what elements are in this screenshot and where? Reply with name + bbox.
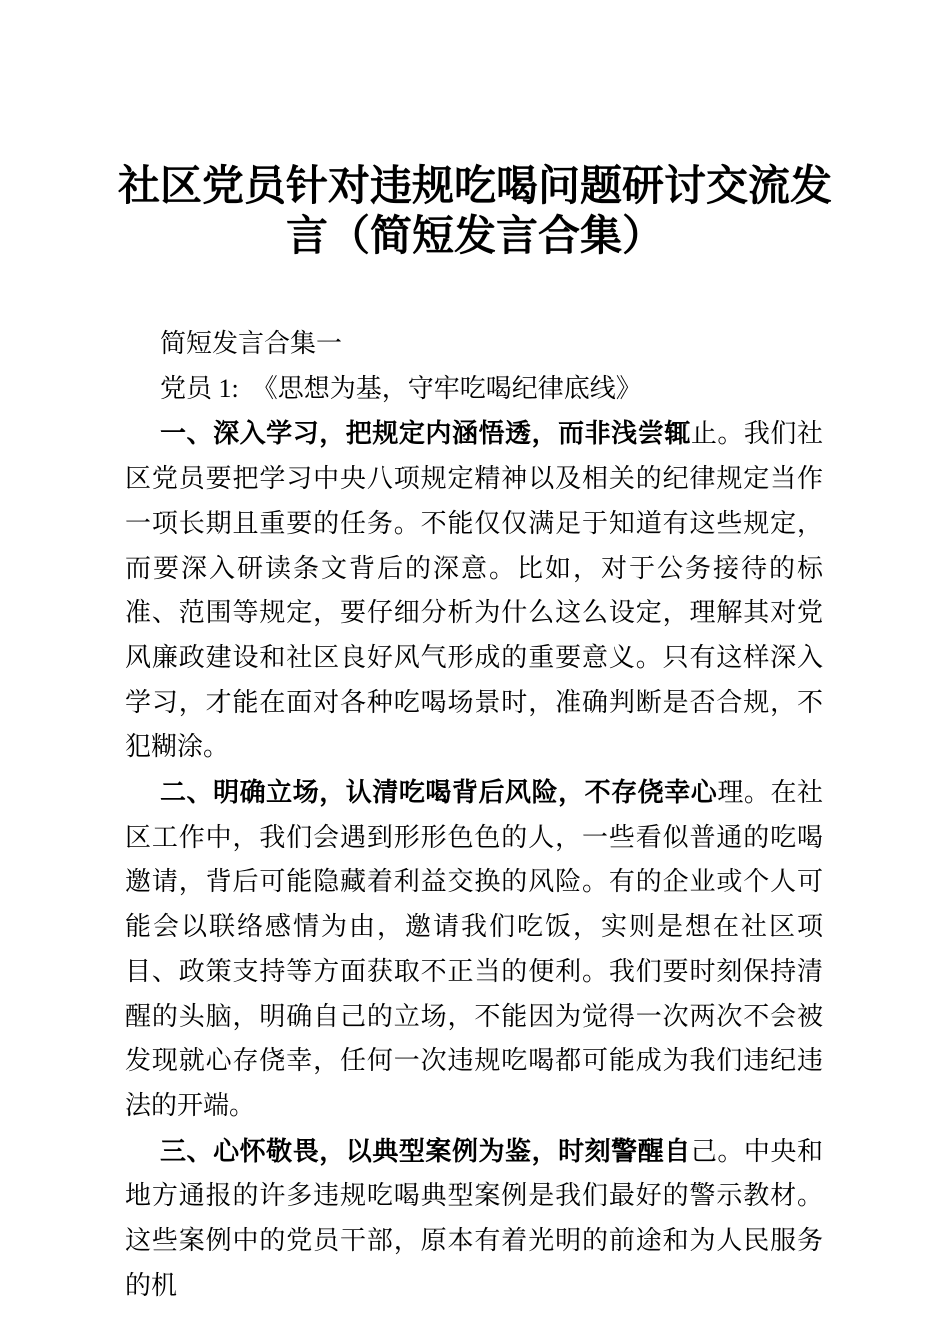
paragraph-point-3-body: 己。中央和地方通报的许多违规吃喝典型案例是我们最好的警示教材。这些案例中的党员干部，原本有着光明的前途和为人民服务的机: [125, 1136, 823, 1300]
document-title: 社区党员针对违规吃喝问题研讨交流发言（简短发言合集）: [117, 164, 832, 260]
paragraph-collection-label: 简短发言合集一: [160, 329, 343, 358]
paragraph-point-3-lead: 三、心怀敬畏，以典型案例为鉴，时刻警醒自: [160, 1135, 691, 1166]
paragraph-point-3: [125, 1129, 823, 1309]
paragraph-point-1-body: 止。我们社区党员要把学习中央八项规定精神以及相关的纪律规定当作一项长期且重要的任务。不能仅仅满足于知道有这些规定，而要深入研读条文背后的深意。比如，对于公务接待的标准、范围等规定，要仔细分析为什么这么设定，理解其对党风廉政建设和社区良好风气形成的重要意义。只有这样深入学习，才能在面对各种吃喝场景时，准确判断是否合规，不犯糊涂。: [125, 419, 823, 762]
document-body: [0, 322, 950, 1308]
paragraph-speaker-heading: 党员 1: 《思想为基，守牢吃喝纪律底线》: [160, 373, 642, 403]
paragraph-point-2: [125, 770, 823, 1129]
paragraph-point-1-lead: 一、深入学习，把规定内涵悟透，而非浅尝辄: [160, 418, 691, 449]
paragraph-point-1: [125, 411, 823, 770]
paragraph-point-2-body: 理。在社区工作中，我们会遇到形形色色的人，一些看似普通的吃喝邀请，背后可能隐藏着利益交换的风险。有的企业或个人可能会以联络感情为由，邀请我们吃饭，实则是想在社区项目、政策支持等方面获取不正当的便利。我们要时刻保持清醒的头脑，明确自己的立场，不能因为觉得一次两次不会被发现就心存侥幸，任何一次违规吃喝都可能成为我们违纪违法的开端。: [125, 778, 823, 1120]
paragraph-point-2-lead: 二、明确立场，认清吃喝背后风险，不存侥幸心: [160, 777, 718, 808]
